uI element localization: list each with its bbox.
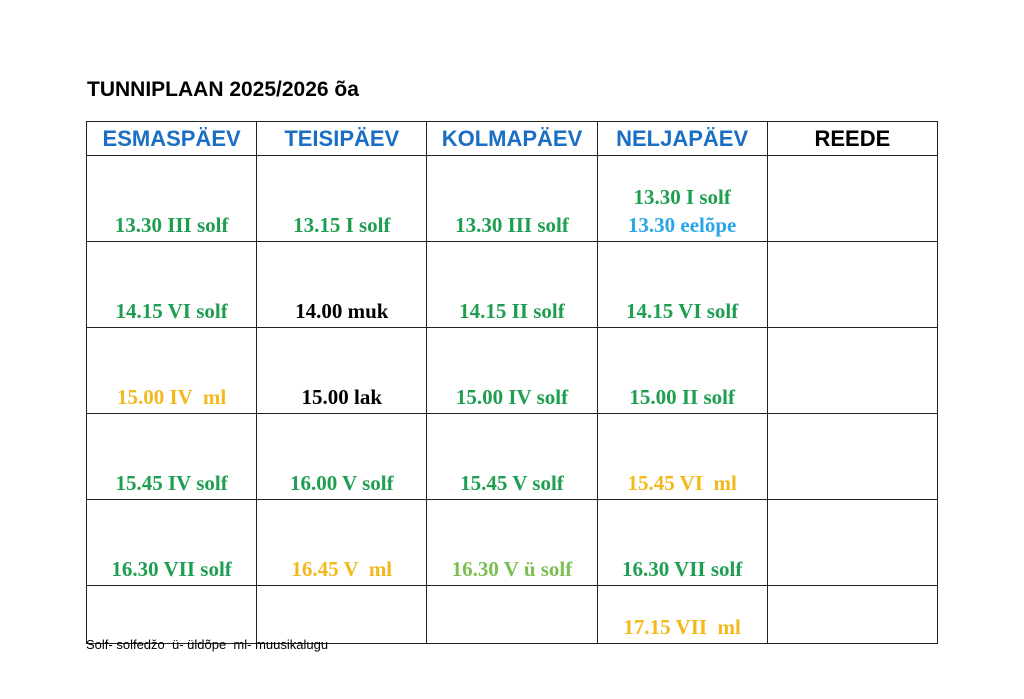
schedule-cell xyxy=(427,414,597,500)
schedule-cell xyxy=(767,156,937,242)
day-header-neljapaev: NELJAPÄEV xyxy=(597,122,767,156)
legend-footnote: Solf- solfedžo ü- üldõpe ml- muusikalugu xyxy=(86,637,329,652)
schedule-cell xyxy=(767,586,937,644)
schedule-cell xyxy=(427,328,597,414)
schedule-cell xyxy=(87,500,257,586)
lesson-entry: 14.15 VI solf xyxy=(626,299,739,323)
page-title: TUNNIPLAAN 2025/2026 õa xyxy=(87,78,359,101)
lesson-entry: 16.30 VII solf xyxy=(621,557,743,581)
schedule-cell xyxy=(87,328,257,414)
schedule-cell xyxy=(427,242,597,328)
schedule-cell xyxy=(597,414,767,500)
schedule-cell xyxy=(427,156,597,242)
lesson-entry: 13.30 I solf xyxy=(633,185,731,209)
schedule-table xyxy=(86,121,938,644)
schedule-cell xyxy=(597,328,767,414)
lesson-entry: 15.00 IV solf xyxy=(455,385,569,409)
day-header-esmaspaev: ESMASPÄEV xyxy=(87,122,257,156)
schedule-cell xyxy=(767,414,937,500)
lesson-entry: 13.30 eelõpe xyxy=(627,213,737,237)
lesson-entry: 13.15 I solf xyxy=(293,213,391,237)
day-header-kolmapaev: KOLMAPÄEV xyxy=(427,122,597,156)
lesson-entry: 15.00 lak xyxy=(301,385,383,409)
lesson-entry: 14.15 II solf xyxy=(459,299,565,323)
schedule-cell xyxy=(257,500,427,586)
schedule-row xyxy=(87,500,938,586)
lesson-entry: 17.15 VII ml xyxy=(623,615,741,639)
schedule-row xyxy=(87,328,938,414)
schedule-cell xyxy=(87,242,257,328)
lesson-entry: 15.45 V solf xyxy=(460,471,564,495)
schedule-cell xyxy=(257,242,427,328)
day-header-reede: REEDE xyxy=(767,122,937,156)
schedule-cell xyxy=(597,586,767,644)
schedule-cell xyxy=(767,328,937,414)
schedule-cell xyxy=(767,242,937,328)
schedule-cell xyxy=(257,586,427,644)
lesson-entry: 16.30 V ü solf xyxy=(451,557,573,581)
lesson-entry: 15.00 IV ml xyxy=(116,385,227,409)
schedule-cell xyxy=(597,500,767,586)
lesson-entry: 14.15 VI solf xyxy=(115,299,228,323)
schedule-cell xyxy=(257,156,427,242)
lesson-entry: 16.00 V solf xyxy=(289,471,394,495)
day-header-teisipaev: TEISIPÄEV xyxy=(257,122,427,156)
schedule-row xyxy=(87,414,938,500)
schedule-cell xyxy=(427,500,597,586)
schedule-row xyxy=(87,586,938,644)
lesson-entry: 14.00 muk xyxy=(295,299,389,323)
schedule-cell xyxy=(597,156,767,242)
header-row xyxy=(87,122,938,156)
schedule-cell xyxy=(257,328,427,414)
schedule-cell xyxy=(87,156,257,242)
lesson-entry: 15.45 VI ml xyxy=(627,471,737,495)
schedule-cell xyxy=(87,414,257,500)
schedule-cell xyxy=(767,500,937,586)
schedule-body xyxy=(87,156,938,644)
lesson-entry: 13.30 III solf xyxy=(114,213,229,237)
schedule-row xyxy=(87,156,938,242)
schedule-row xyxy=(87,242,938,328)
schedule-cell xyxy=(87,586,257,644)
lesson-entry: 15.45 IV solf xyxy=(115,471,228,495)
schedule-cell xyxy=(597,242,767,328)
lesson-entry: 15.00 II solf xyxy=(629,385,735,409)
schedule-cell xyxy=(257,414,427,500)
lesson-entry: 13.30 III solf xyxy=(455,213,569,237)
lesson-entry: 16.45 V ml xyxy=(291,557,393,581)
lesson-entry: 16.30 VII solf xyxy=(111,557,232,581)
schedule-cell xyxy=(427,586,597,644)
